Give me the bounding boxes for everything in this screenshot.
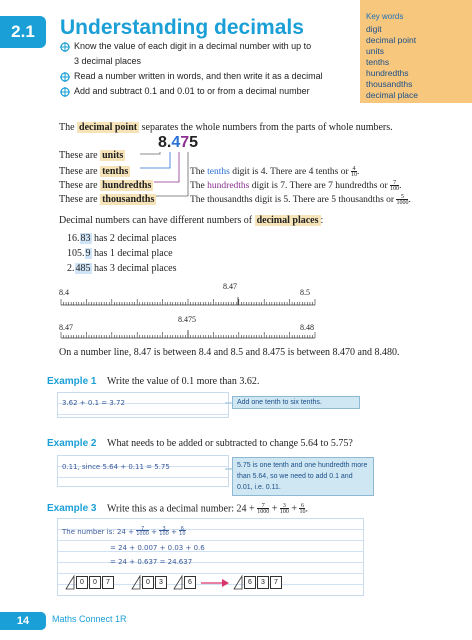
hundredths-explanation: The hundredths digit is 7. There are 7 hundredths or $\frac{7}{100}$. bbox=[190, 180, 402, 192]
decimal-places-example: 2.485 has 3 decimal places bbox=[67, 263, 177, 274]
example-3-working-line-2: = 24 + 0.007 + 0.03 + 0.6 bbox=[110, 544, 205, 552]
book-title: Maths Connect 1R bbox=[52, 614, 127, 624]
fraction: 3 100 bbox=[159, 526, 169, 537]
these-are-row: These are thousandths bbox=[59, 194, 155, 205]
these-are-row: These are tenths bbox=[59, 166, 129, 177]
number-line-2-end: 8.48 bbox=[300, 323, 314, 332]
intro-sentence: The decimal point separates the whole numbers from the parts of whole numbers. bbox=[59, 122, 393, 133]
page-title: Understanding decimals bbox=[60, 16, 304, 39]
fraction: $\frac{5}{1000}$ bbox=[396, 194, 409, 206]
example-1-question: Write the value of 0.1 more than 3.62. bbox=[107, 376, 260, 387]
page-number: 14 bbox=[0, 612, 46, 630]
these-are-row: These are units bbox=[59, 150, 124, 161]
example-2-working: 0.11, since 5.64 + 0.11 = 5.75 bbox=[62, 463, 170, 471]
number-line-2-start: 8.47 bbox=[59, 323, 73, 332]
example-3-working-line-1: The number is: 24 + 7 1000 + 3 100 + 6 10 bbox=[62, 526, 186, 537]
number-line-1 bbox=[59, 297, 319, 309]
example-number: 8.475 bbox=[158, 134, 199, 151]
example-3-question: Write this as a decimal number: $24 + \frac{7}{1000} + \frac{3}{100} + \frac{6}{10}$. bbox=[107, 503, 308, 515]
keyword: decimal point bbox=[366, 35, 417, 45]
fraction: $\frac{4}{10}$ bbox=[351, 166, 358, 178]
decimal-places-sentence: Decimal numbers can have different numbers of decimal places : bbox=[59, 215, 324, 226]
fraction: $\frac{6}{10}$ bbox=[299, 503, 306, 515]
example-1-label: Example 1 bbox=[47, 376, 97, 387]
keyword: tenths bbox=[366, 57, 390, 67]
thousandths-explanation: The thousandths digit is 5. There are 5 thousandths or $\frac{5}{1000}$. bbox=[190, 194, 411, 206]
tenths-explanation: The tenths digit is 4. There are 4 tenths or $\frac{4}{10}$. bbox=[190, 166, 360, 178]
keyword-units: units bbox=[102, 150, 124, 161]
arrow-right-icon bbox=[200, 578, 230, 588]
keyword-hundredths: hundredths bbox=[102, 180, 152, 191]
keyword-tenths: tenths bbox=[102, 166, 129, 177]
example-3-working-line-3: = 24 + 0.637 = 24.637 bbox=[110, 558, 193, 566]
number-line-1-start: 8.4 bbox=[59, 288, 69, 297]
keyword-thousandths: thousandths bbox=[102, 194, 155, 205]
keyword: decimal place bbox=[366, 90, 418, 100]
keyword: thousandths bbox=[366, 79, 413, 89]
footer bbox=[0, 608, 472, 640]
example-3-label: Example 3 bbox=[47, 503, 97, 514]
decimal-point-marker bbox=[232, 574, 244, 590]
decimal-places-example: 16.83 has 2 decimal places bbox=[67, 233, 177, 244]
decimal-places-example: 105.9 has 1 decimal place bbox=[67, 248, 173, 259]
number-line-1-mark-label: 8.47 bbox=[223, 282, 237, 291]
target-icon bbox=[60, 87, 70, 97]
number-line-2-mark-label: 8.475 bbox=[178, 315, 196, 324]
keyword: digit bbox=[366, 24, 382, 34]
these-are-row: These are hundredths bbox=[59, 180, 152, 191]
section-number-badge: 2.1 bbox=[0, 16, 46, 48]
example-2-note: 5.75 is one tenth and one hundredth more than 5.64, so we need to add 0.1 and 0.01, i.e. 0.11. bbox=[232, 457, 374, 496]
target-icon bbox=[60, 72, 70, 82]
example-2-label: Example 2 bbox=[47, 438, 97, 449]
number-line-2 bbox=[59, 330, 319, 342]
fraction: $\frac{7}{1000}$ bbox=[257, 503, 270, 515]
digit-group-tenths: 6 bbox=[172, 574, 212, 590]
digit-group-hundredths: 0 3 bbox=[130, 574, 180, 590]
fraction: $\frac{3}{100}$ bbox=[279, 503, 289, 515]
number-line-summary: On a number line, 8.47 is between 8.4 and 8.5 and 8.475 is between 8.470 and 8.480. bbox=[59, 347, 400, 358]
example-1-note: Add one tenth to six tenths. bbox=[232, 396, 360, 409]
fraction: 6 10 bbox=[179, 526, 186, 537]
decimal-point-marker bbox=[172, 574, 184, 590]
target-icon bbox=[60, 42, 70, 52]
digit-group-thousandths: 0 0 7 bbox=[64, 574, 124, 590]
keyword-decimal-places: decimal places bbox=[256, 215, 319, 226]
example-1-working: 3.62 + 0.1 = 3.72 bbox=[62, 399, 125, 407]
fraction: $\frac{7}{100}$ bbox=[390, 180, 400, 192]
keyword: hundredths bbox=[366, 68, 409, 78]
decimal-point-marker bbox=[64, 574, 76, 590]
keyword-decimal-point: decimal point bbox=[79, 122, 138, 133]
fraction: 7 1000 bbox=[136, 526, 149, 537]
keywords-heading: Key words bbox=[366, 12, 404, 21]
example-2-working-area bbox=[57, 455, 229, 487]
decimal-point-marker bbox=[130, 574, 142, 590]
example-2-question: What needs to be added or subtracted to change 5.64 to 5.75? bbox=[107, 438, 353, 449]
keyword: units bbox=[366, 46, 384, 56]
number-line-1-end: 8.5 bbox=[300, 288, 310, 297]
digit-group-result: 6 3 7 bbox=[232, 574, 292, 590]
